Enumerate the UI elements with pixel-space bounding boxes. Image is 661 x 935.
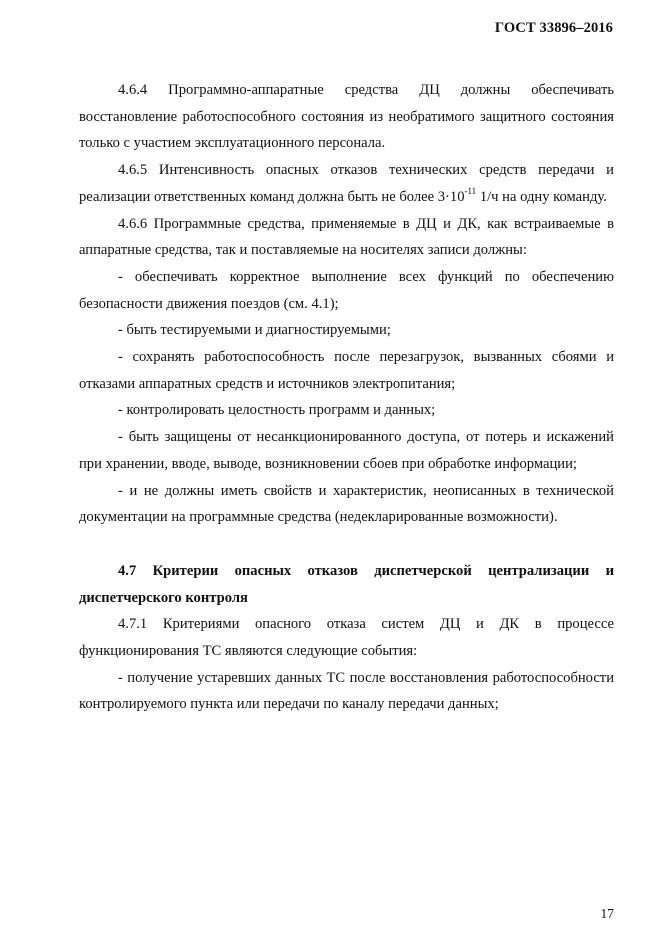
- section-heading-4-7: 4.7 Критерии опасных отказов диспетчерской централизации и диспетчерского контроля: [79, 562, 614, 606]
- paragraph-4-6-6: 4.6.6 Программные средства, применяемые в ДЦ и ДК, как встраиваемые в аппаратные средства, так и поставляемые на носителях записи должны:: [79, 215, 614, 259]
- list-item: - быть защищены от несанкционированного доступа, от потерь и искажений при хранении, вводе, выводе, возникновении сбоев при обработке информации;: [79, 429, 614, 472]
- document-code-header: ГОСТ 33896–2016: [494, 20, 613, 36]
- list-item: - сохранять работоспособность после перезагрузок, вызванных сбоями и отказами аппаратных средств и источников электропитания;: [79, 349, 614, 392]
- paragraph-4-6-4: 4.6.4 Программно-аппаратные средства ДЦ должны обеспечивать восстановление работоспособного состояния из необратимого защитного состояния только с участием эксплуатационного персонала.: [79, 82, 614, 152]
- paragraph-4-6-5-tail: 1/ч на одну команду.: [476, 188, 607, 205]
- list-item: - быть тестируемыми и диагностируемыми;: [118, 322, 391, 339]
- paragraph-4-6-5: [79, 157, 614, 210]
- list-item: - и не должны иметь свойств и характеристик, неописанных в технической документации на программные средства (недекларированные возможности).: [79, 482, 614, 526]
- page-number: 17: [600, 906, 614, 921]
- list-item: - контролировать целостность программ и данных;: [118, 402, 436, 419]
- document-body: [79, 77, 614, 718]
- paragraph-4-6-5-text: 4.6.5 Интенсивность опасных отказов технических средств передачи и реализации ответственных команд должна быть не более 3·10: [79, 162, 614, 205]
- list-item: - обеспечивать корректное выполнение всех функций по обеспечению безопасности движения поездов (см. 4.1);: [79, 268, 614, 312]
- paragraph-4-7-1: 4.7.1 Критериями опасного отказа систем ДЦ и ДК в процессе функционирования ТС являются следующие события:: [79, 616, 614, 660]
- list-item: - получение устаревших данных ТС после восстановления работоспособности контролируемого пункта или передачи по каналу передачи данных;: [79, 669, 614, 713]
- exponent: -11: [464, 185, 477, 196]
